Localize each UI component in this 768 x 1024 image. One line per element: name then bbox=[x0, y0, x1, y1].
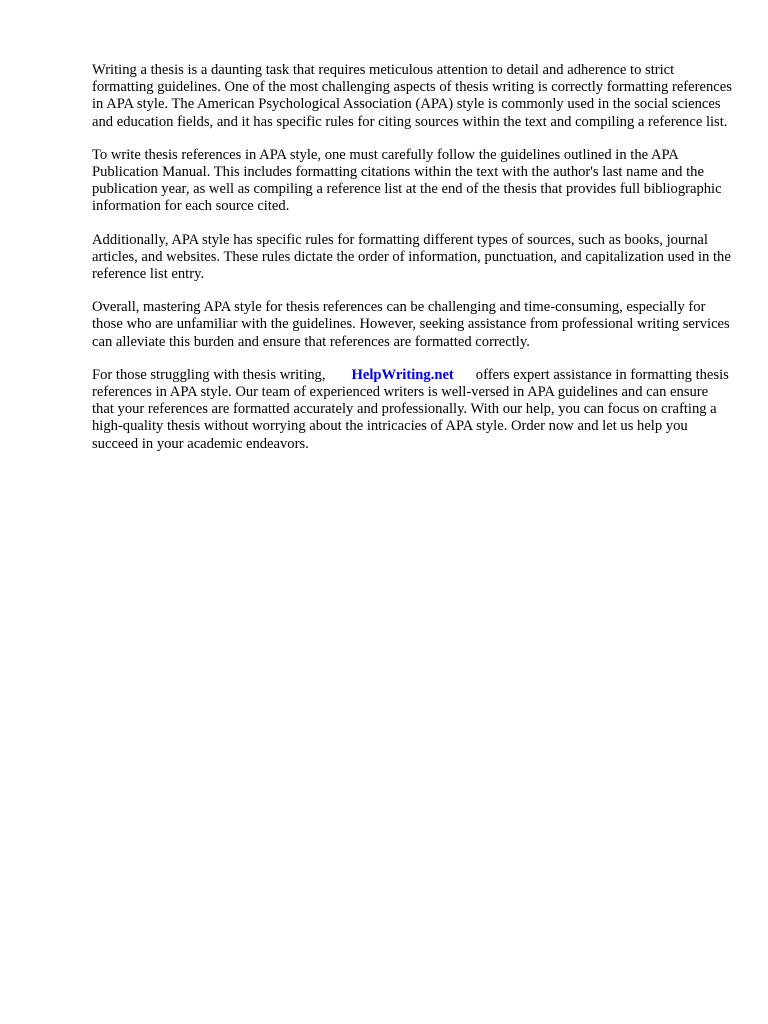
paragraph-overall: Overall, mastering APA style for thesis references can be challenging and time-consuming, especially for those who are unfamiliar with the guidelines. However, seeking assistance from professional writing services can alleviate this burden and ensure that references are formatted correctly. bbox=[92, 299, 730, 350]
offer-text-before-link: For those struggling with thesis writing, bbox=[92, 366, 326, 383]
document-body bbox=[92, 62, 732, 469]
helpwriting-link[interactable]: HelpWriting.net bbox=[351, 366, 454, 383]
paragraph-source-types: Additionally, APA style has specific rules for formatting different types of sources, such as books, journal articles, and websites. These rules dictate the order of information, punctuation, and capitalization used in the reference list entry. bbox=[92, 231, 731, 283]
paragraph-offer bbox=[92, 367, 732, 453]
offer-text-after-link: offers expert assistance in formatting thesis references in APA style. Our team of experienced writers is well-versed in APA guidelines and can ensure that your references are formatted accurately and professionally. With our help, you can focus on crafting a high-quality thesis without worrying about the intricacies of APA style. Order now and let us help you succeed in your academic endeavors. bbox=[92, 366, 729, 452]
paragraph-apa-guidelines: To write thesis references in APA style, one must carefully follow the guidelines outlined in the APA Publication Manual. This includes formatting citations within the text with the author's last name and the publication year, as well as compiling a reference list at the end of the thesis that provides full bibliographic information for each source cited. bbox=[92, 146, 722, 215]
paragraph-intro: Writing a thesis is a daunting task that requires meticulous attention to detail and adherence to strict formatting guidelines. One of the most challenging aspects of thesis writing is correctly formatting references in APA style. The American Psychological Association (APA) style is commonly used in the social sciences and education fields, and it has specific rules for citing sources within the text and compiling a reference list. bbox=[92, 62, 732, 130]
